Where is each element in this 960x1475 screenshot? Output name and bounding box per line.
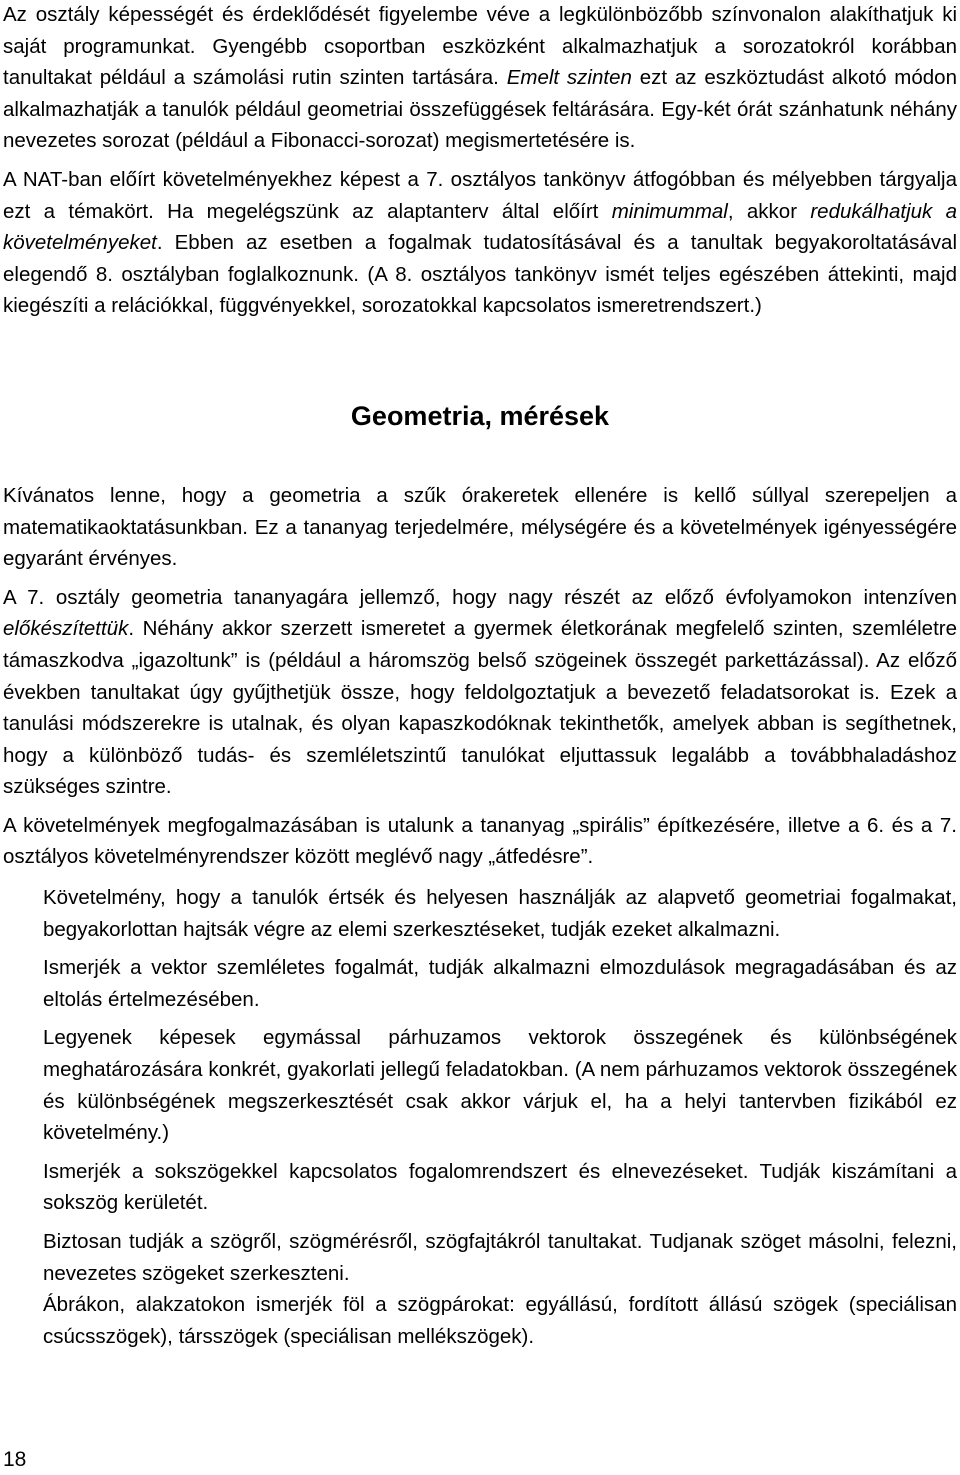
text-run: . Néhány akkor szerzett ismeretet a gyermek életkorának megfelelő szinten, szemléletre támaszkodva „igazoltunk” is (például a háromszög belső szögeinek összegét parkettázással). Az előző években tanultakat úgy gyűjthetjük össze, hogy feldolgoztatjuk a bevezető feladatsorokat is. Ezek a tanulási módszerekre is utalnak, és olyan kapaszkodóknak tekinthetők, amelyek abban is segíthetnek, hogy a különböző tudás- és szemléletszintű tanulókat eljuttassuk legalább a továbbhaladáshoz szükséges szintre. (3, 617, 957, 799)
requirement-item: Legyenek képesek egymással párhuzamos vektorok összegének és különbségének meghatározására konkrét, gyakorlati jellegű feladatokban. (A nem párhuzamos vektorok összegének és különbségének megszerkesztését csak akkor várjuk el, ha a helyi tantervben fizikából ez követelmény.) (43, 1026, 957, 1145)
intro-paragraph-2 (3, 164, 957, 322)
text-run: ezt az eszköztudást alkotó módon alkalmazhatják a tanulók például geometriai összefüggések feltárására. Egy-két órát szánhatunk néhány nevezetes sorozat (például a Fibonacci-sorozat) megismertetésére is. (3, 66, 957, 153)
text-run: A NAT-ban előírt követelményekhez képest a 7. osztályos tankönyv átfogóbban és mélyebben tárgyalja ezt a témakört. Ha megelégszünk az alaptanterv által előírt (3, 167, 957, 223)
body-paragraph-2 (3, 582, 957, 803)
requirement-item: Ismerjék a sokszögekkel kapcsolatos fogalomrendszert és elnevezéseket. Tudják kiszámítani a sokszög kerületét. (43, 1159, 957, 1215)
emphasis-text: Emelt szinten (506, 66, 632, 90)
text-run: . Ebben az esetben a fogalmak tudatosításával és a tanultak begyakoroltatásával elegendő 8. osztályban foglalkoznunk. (A 8. osztályos tankönyv ismét teljes egészében áttekinti, majd kiegészíti a relációkkal, függvényekkel, sorozatokkal kapcsolatos ismeretrendszert.) (3, 231, 957, 318)
text-run: A 7. osztály geometria tananyagára jellemző, hogy nagy részét az előző évfolyamokon intenzíven (3, 585, 957, 609)
requirement-item: Követelmény, hogy a tanulók értsék és helyesen használják az alapvető geometriai fogalmakat, begyakorlottan hajtsák végre az elemi szerkesztéseket, tudják ezeket alkalmazni. (43, 886, 957, 941)
text-run: , akkor (727, 199, 811, 223)
requirement-item: Ismerjék a vektor szemléletes fogalmát, tudják alkalmazni elmozdulások megragadásában és az eltolás értelmezésében. (43, 956, 957, 1011)
emphasis-text: minimummal (611, 199, 728, 223)
intro-paragraph-1 (3, 0, 957, 157)
text-run: Az osztály képességét és érdeklődését figyelembe véve a legkülönbözőbb színvonalon alakíthatjuk ki saját programunkat. Gyengébb csoportban eszközként alkalmazhatjuk a sorozatokról korábban tanultakat például a számolási rutin szinten tartására. (3, 3, 957, 90)
emphasis-text: redukálhatjuk a követelményeket (3, 199, 957, 255)
page-content (3, 0, 957, 1352)
body-paragraph-3: A követelmények megfogalmazásában is utalunk a tananyag „spirális” építkezésére, illetve a 6. és a 7. osztályos követelményrendszer között meglévő nagy „átfedésre”. (3, 813, 957, 869)
page-number: 18 (3, 1448, 27, 1471)
body-paragraph-1: Kívánatos lenne, hogy a geometria a szűk órakeretek ellenére is kellő súllyal szerepeljen a matematikaoktatásunkban. Ez a tananyag terjedelmére, mélységére és a követelmények igényességére egyaránt érvényes. (3, 483, 957, 571)
emphasis-text: előkészítettük (3, 617, 129, 641)
section-heading: Geometria, mérések (350, 400, 610, 431)
requirement-item: Biztosan tudják a szögről, szögmérésről, szögfajtákról tanultakat. Tudjanak szöget másolni, felezni, nevezetes szögeket szerkeszteni. (43, 1230, 957, 1285)
requirement-item: Ábrákon, alakzatokon ismerjék föl a szögpárokat: egyállású, fordított állású szögek (speciálisan csúcsszögek), társszögek (speciálisan mellékszögek). (43, 1293, 957, 1348)
